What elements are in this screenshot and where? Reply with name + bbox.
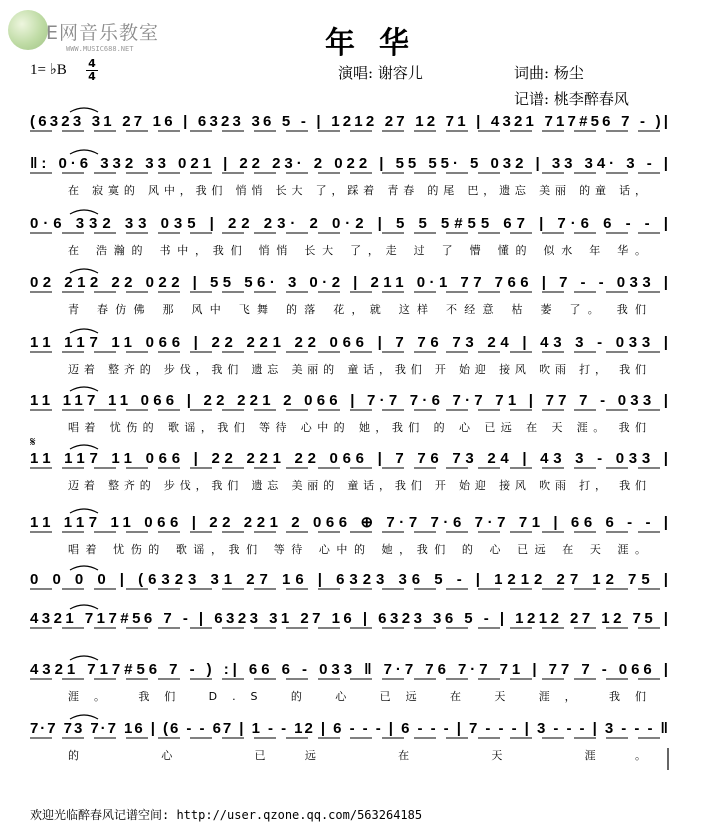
segno-icon: 𝄋 xyxy=(30,435,36,450)
slur-mark xyxy=(70,509,98,513)
notation-row: 02 212 22 022 | 55 56· 3 0·2 | 211 0·1 77 766 | 7 - - 033 | xyxy=(30,274,668,291)
notation-row: 4321 717#56 7 - | 6323 31 27 16 | 6323 36 5 - | 1212 27 12 75 | xyxy=(30,610,668,627)
transcriber: 记谱: 桃李醉春风 xyxy=(514,90,629,108)
singer: 演唱: 谢容儿 xyxy=(338,64,423,82)
lyrics-row: 在 浩瀚的 书中，我们 悄悄 长大 了，走 过 了 懵 懂的 似水 年 华。 xyxy=(68,244,647,257)
lyrics-row: 迈着 整齐的 步伐，我们 遗忘 美丽的 童话，我们 开 始迎 接风 吹雨 打， 我们 xyxy=(68,363,646,376)
slur-mark xyxy=(70,150,98,154)
lyrics-row: 唱着 忧伤的 歌谣，我们 等待 心中的 她，我们 的 心 已远 在 天 涯。 我们 xyxy=(68,421,647,434)
slur-mark xyxy=(70,269,98,273)
slur-mark xyxy=(70,387,98,391)
slur-mark xyxy=(70,605,98,609)
lyrics-row: 涯。 我们 D.S 的 心 已远 在 天 涯， 我们 xyxy=(68,690,647,703)
slur-mark xyxy=(70,329,98,333)
composer: 词曲: 杨尘 xyxy=(514,64,584,82)
notation-row: 0·6 332 33 035 | 22 23· 2 0·2 | 5 5 5#55 67 | 7·6 6 - - | xyxy=(30,215,668,232)
lyrics-row: 的 心 已远 在 天 涯。 xyxy=(68,749,646,762)
footer-text: 欢迎光临醉春风记谱空间: http://user.qzone.qq.com/563264185 xyxy=(30,808,423,822)
slur-mark xyxy=(70,715,98,719)
notation-row: ‖: 0·6 332 33 021 | 22 23· 2 022 | 55 55· 5 032 | 33 34· 3 - | xyxy=(30,155,668,172)
notation-row: 11 117 11 066 | 22 221 2 066 ⊕ 7·7 7·6 7·7 71 | 66 6 - - | xyxy=(30,514,669,531)
slur-mark xyxy=(70,566,98,570)
slur-mark xyxy=(70,108,98,112)
slur-mark xyxy=(70,445,98,449)
notation-row: 11 117 11 066 | 22 221 22 066 | 7 76 73 24 | 43 3 - 033 | xyxy=(30,334,669,351)
notation-row: (6323 31 27 16 | 6323 36 5 - | 1212 27 12 71 | 4321 717#56 7 - )| xyxy=(30,113,668,130)
lyrics-row: 在 寂寞的 风中，我们 悄悄 长大 了，踩着 青春 的尾 巴，遗忘 美丽 的童 话， xyxy=(68,184,646,197)
notation-row: 0 0 0 0 | (6323 31 27 16 | 6323 36 5 - | 1212 27 12 75 | xyxy=(30,571,668,588)
logo-url: WWW.MUSIC688.NET xyxy=(66,45,134,53)
notation-row: 11 117 11 066 | 22 221 2 066 | 7·7 7·6 7·7 71 | 77 7 - 033 | xyxy=(30,392,669,409)
notation-row: 11 117 11 066 | 22 221 22 066 | 7 76 73 24 | 43 3 - 033 | xyxy=(30,450,669,467)
slur-mark xyxy=(70,656,98,660)
slur-mark xyxy=(70,210,98,214)
time-signature-bottom: 4 xyxy=(86,70,98,83)
notation-row: 7·7 73 7·7 16 | (6 - - 67 | 1 - - 12 | 6 - - - | 6 - - - | 7 - - - | 3 - - - | 3 - - - ‖ xyxy=(30,720,668,737)
lyrics-row: 青 春仿佛 那 风中 飞舞 的落 花，就 这样 不经意 枯 萎 了。 我们 xyxy=(68,303,646,316)
time-signature-top: 4 xyxy=(88,57,96,70)
lyrics-row: 迈着 整齐的 步伐，我们 遗忘 美丽的 童话，我们 开 始迎 接风 吹雨 打， 我们 xyxy=(68,479,646,492)
lyrics-row: 唱着 忧伤的 歌谣，我们 等待 心中的 她，我们 的 心 已远 在 天 涯。 xyxy=(68,543,646,556)
notation-row: 4321 717#56 7 - ) :| 66 6 - 033 ‖ 7·7 76 7·7 71 | 77 7 - 066 | xyxy=(30,661,668,678)
song-title: 年华 xyxy=(325,26,433,61)
key-signature: 1= ♭B xyxy=(30,62,67,78)
logo-name: E网音乐教室 xyxy=(46,22,160,44)
